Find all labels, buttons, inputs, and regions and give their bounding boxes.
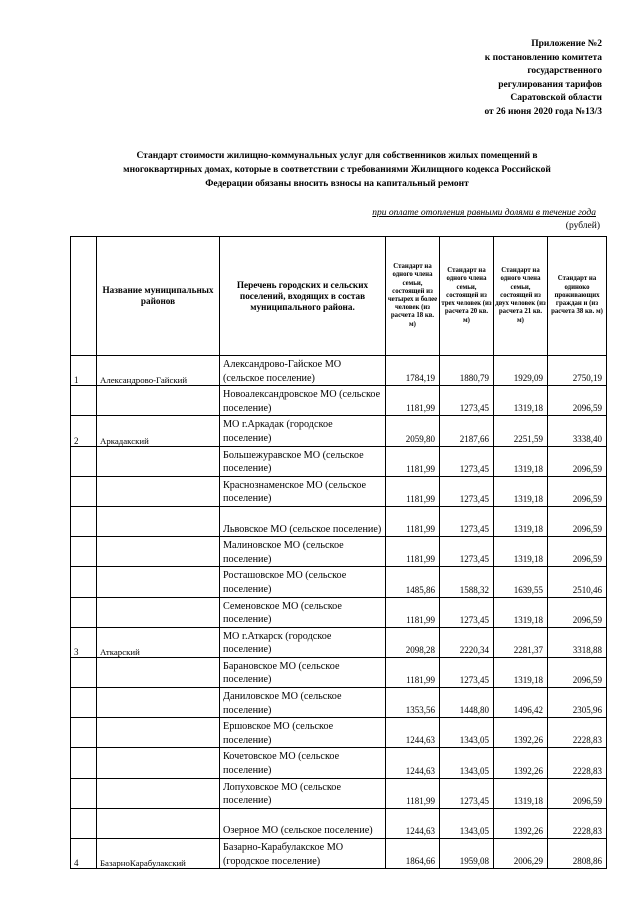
value-single: 2096,59: [548, 506, 607, 536]
value-four-person: 1181,99: [386, 778, 440, 808]
table-row: [71, 778, 607, 808]
value-single: 2305,96: [548, 688, 607, 718]
district-name: [97, 808, 220, 838]
row-number: [71, 688, 97, 718]
settlement-name: Александрово-Гайское МО (сельское поселение): [220, 356, 386, 386]
table-row: [71, 356, 607, 386]
value-two-person: 1319,18: [494, 506, 548, 536]
value-single: 2750,19: [548, 356, 607, 386]
value-two-person: 2251,59: [494, 416, 548, 446]
value-three-person: 1588,32: [440, 567, 494, 597]
value-two-person: 1319,18: [494, 778, 548, 808]
table-row: [71, 597, 607, 627]
value-single: 2228,83: [548, 748, 607, 778]
value-single: 2510,46: [548, 567, 607, 597]
value-four-person: 1181,99: [386, 446, 440, 476]
header-settlements: Перечень городских и сельских поселений, входящих в состав муниципального района.: [220, 237, 386, 356]
district-name: [97, 778, 220, 808]
district-name: [97, 597, 220, 627]
title-line: Стандарт стоимости жилищно-коммунальных услуг для собственников жилых помещений в: [136, 151, 538, 161]
value-single: 2096,59: [548, 386, 607, 416]
header-std-three: Стандарт на одного члена семьи, состоящей из трех человек (из расчета 20 кв. м): [440, 237, 494, 356]
table-header-row: [71, 237, 607, 356]
appendix-line: к постановлению комитета: [484, 52, 602, 63]
standards-table: [70, 236, 607, 869]
table-row: [71, 688, 607, 718]
settlement-name: Большежуравское МО (сельское поселение): [220, 446, 386, 476]
district-name: Александрово-Гайский: [97, 356, 220, 386]
value-four-person: 1784,19: [386, 356, 440, 386]
value-single: 3338,40: [548, 416, 607, 446]
table-row: [71, 567, 607, 597]
settlement-name: МО г.Аркадак (городское поселение): [220, 416, 386, 446]
value-two-person: 2006,29: [494, 839, 548, 869]
value-single: 2096,59: [548, 657, 607, 687]
settlement-name: Базарно-Карабулакское МО (городское поселение): [220, 839, 386, 869]
value-four-person: 1244,63: [386, 718, 440, 748]
district-name: [97, 476, 220, 506]
row-number: [71, 718, 97, 748]
table-row: [71, 657, 607, 687]
value-four-person: 1485,86: [386, 567, 440, 597]
value-single: 2096,59: [548, 446, 607, 476]
appendix-line: Приложение №2: [531, 39, 602, 49]
table-row: [71, 506, 607, 536]
row-number: [71, 537, 97, 567]
settlement-name: Даниловское МО (сельское поселение): [220, 688, 386, 718]
value-four-person: 1181,99: [386, 537, 440, 567]
district-name: [97, 567, 220, 597]
value-single: 2228,83: [548, 718, 607, 748]
settlement-name: Кочетовское МО (сельское поселение): [220, 748, 386, 778]
value-two-person: 1319,18: [494, 386, 548, 416]
settlement-name: Новоалександровское МО (сельское поселение): [220, 386, 386, 416]
value-two-person: 1639,55: [494, 567, 548, 597]
value-single: 2228,83: [548, 808, 607, 838]
district-name: [97, 657, 220, 687]
value-three-person: 1273,45: [440, 446, 494, 476]
district-name: [97, 688, 220, 718]
value-four-person: 1244,63: [386, 808, 440, 838]
settlement-name: Озерное МО (сельское поселение): [220, 808, 386, 838]
settlement-name: Краснознаменское МО (сельское поселение): [220, 476, 386, 506]
value-three-person: 1273,45: [440, 506, 494, 536]
table-row: [71, 627, 607, 657]
table-row: [71, 446, 607, 476]
table-row: [71, 808, 607, 838]
value-three-person: 1273,45: [440, 597, 494, 627]
value-four-person: 1353,56: [386, 688, 440, 718]
title-line: Федерации обязаны вносить взносы на капитальный ремонт: [205, 178, 469, 189]
district-name: Аткарский: [97, 627, 220, 657]
value-two-person: 1319,18: [494, 537, 548, 567]
row-number: 1: [71, 356, 97, 386]
table-row: [71, 537, 607, 567]
appendix-line: государственного: [527, 66, 602, 77]
header-std-single: Стандарт на одиноко проживающих граждан и (из расчета 38 кв. м): [548, 237, 607, 356]
district-name: БазарноКарабулакский: [97, 839, 220, 869]
header-district: Название муниципальных районов: [97, 237, 220, 356]
value-three-person: 2187,66: [440, 416, 494, 446]
row-number: [71, 386, 97, 416]
value-four-person: 2098,28: [386, 627, 440, 657]
value-three-person: 1273,45: [440, 657, 494, 687]
settlement-name: Лопуховское МО (сельское поселение): [220, 778, 386, 808]
district-name: [97, 506, 220, 536]
value-three-person: 1343,05: [440, 808, 494, 838]
title-line: многоквартирных домах, которые в соответствии с требованиями Жилищного кодекса Российской: [123, 164, 551, 175]
district-name: Аркадакский: [97, 416, 220, 446]
value-four-person: 1181,99: [386, 476, 440, 506]
header-std-two: Стандарт на одного члена семьи, состоящей из двух человек (из расчета 21 кв. м): [494, 237, 548, 356]
value-four-person: 1864,66: [386, 839, 440, 869]
table-row: [71, 416, 607, 446]
value-three-person: 2220,34: [440, 627, 494, 657]
unit-label: (рублей): [565, 221, 600, 231]
table-row: [71, 839, 607, 869]
value-single: 2096,59: [548, 537, 607, 567]
row-number: [71, 657, 97, 687]
value-three-person: 1273,45: [440, 778, 494, 808]
value-four-person: 1181,99: [386, 386, 440, 416]
appendix-line: регулирования тарифов: [498, 79, 602, 90]
value-single: 2096,59: [548, 778, 607, 808]
value-four-person: 2059,80: [386, 416, 440, 446]
value-three-person: 1273,45: [440, 476, 494, 506]
district-name: [97, 446, 220, 476]
value-two-person: 1392,26: [494, 718, 548, 748]
settlement-name: МО г.Аткарск (городское поселение): [220, 627, 386, 657]
value-single: 3318,88: [548, 627, 607, 657]
district-name: [97, 537, 220, 567]
settlement-name: Малиновское МО (сельское поселение): [220, 537, 386, 567]
row-number: 2: [71, 416, 97, 446]
table-row: [71, 718, 607, 748]
value-single: 2096,59: [548, 476, 607, 506]
settlement-name: Росташовское МО (сельское поселение): [220, 567, 386, 597]
value-single: 2096,59: [548, 597, 607, 627]
row-number: 3: [71, 627, 97, 657]
value-two-person: 1392,26: [494, 748, 548, 778]
value-two-person: 2281,37: [494, 627, 548, 657]
row-number: 4: [71, 839, 97, 869]
row-number: [71, 506, 97, 536]
row-number: [71, 567, 97, 597]
value-two-person: 1319,18: [494, 476, 548, 506]
payment-note: при оплате отопления равными долями в течение года: [372, 208, 596, 218]
table-row: [71, 748, 607, 778]
value-three-person: 1343,05: [440, 748, 494, 778]
value-four-person: 1181,99: [386, 597, 440, 627]
row-number: [71, 778, 97, 808]
table-row: [71, 386, 607, 416]
settlement-name: Барановское МО (сельское поселение): [220, 657, 386, 687]
row-number: [71, 748, 97, 778]
settlement-name: Семеновское МО (сельское поселение): [220, 597, 386, 627]
document-title: [112, 150, 562, 191]
row-number: [71, 446, 97, 476]
value-two-person: 1319,18: [494, 597, 548, 627]
value-two-person: 1319,18: [494, 446, 548, 476]
value-four-person: 1181,99: [386, 657, 440, 687]
appendix-line: Саратовской области: [510, 93, 602, 104]
district-name: [97, 386, 220, 416]
value-two-person: 1319,18: [494, 657, 548, 687]
settlement-name: Львовское МО (сельское поселение): [220, 506, 386, 536]
value-three-person: 1880,79: [440, 356, 494, 386]
value-three-person: 1273,45: [440, 386, 494, 416]
table-row: [71, 476, 607, 506]
value-three-person: 1273,45: [440, 537, 494, 567]
row-number: [71, 597, 97, 627]
value-four-person: 1181,99: [386, 506, 440, 536]
value-two-person: 1929,09: [494, 356, 548, 386]
row-number: [71, 808, 97, 838]
appendix-block: [484, 38, 602, 120]
value-three-person: 1448,80: [440, 688, 494, 718]
district-name: [97, 718, 220, 748]
value-three-person: 1959,08: [440, 839, 494, 869]
value-four-person: 1244,63: [386, 748, 440, 778]
value-three-person: 1343,05: [440, 718, 494, 748]
settlement-name: Ершовское МО (сельское поселение): [220, 718, 386, 748]
district-name: [97, 748, 220, 778]
value-single: 2808,86: [548, 839, 607, 869]
header-std-four: Стандарт на одного члена семьи, состоящей из четырех и более человек (из расчета 18 кв. м): [386, 237, 440, 356]
value-two-person: 1392,26: [494, 808, 548, 838]
header-number: [71, 237, 97, 356]
value-two-person: 1496,42: [494, 688, 548, 718]
appendix-line: от 26 июня 2020 года №13/3: [484, 106, 602, 117]
row-number: [71, 476, 97, 506]
